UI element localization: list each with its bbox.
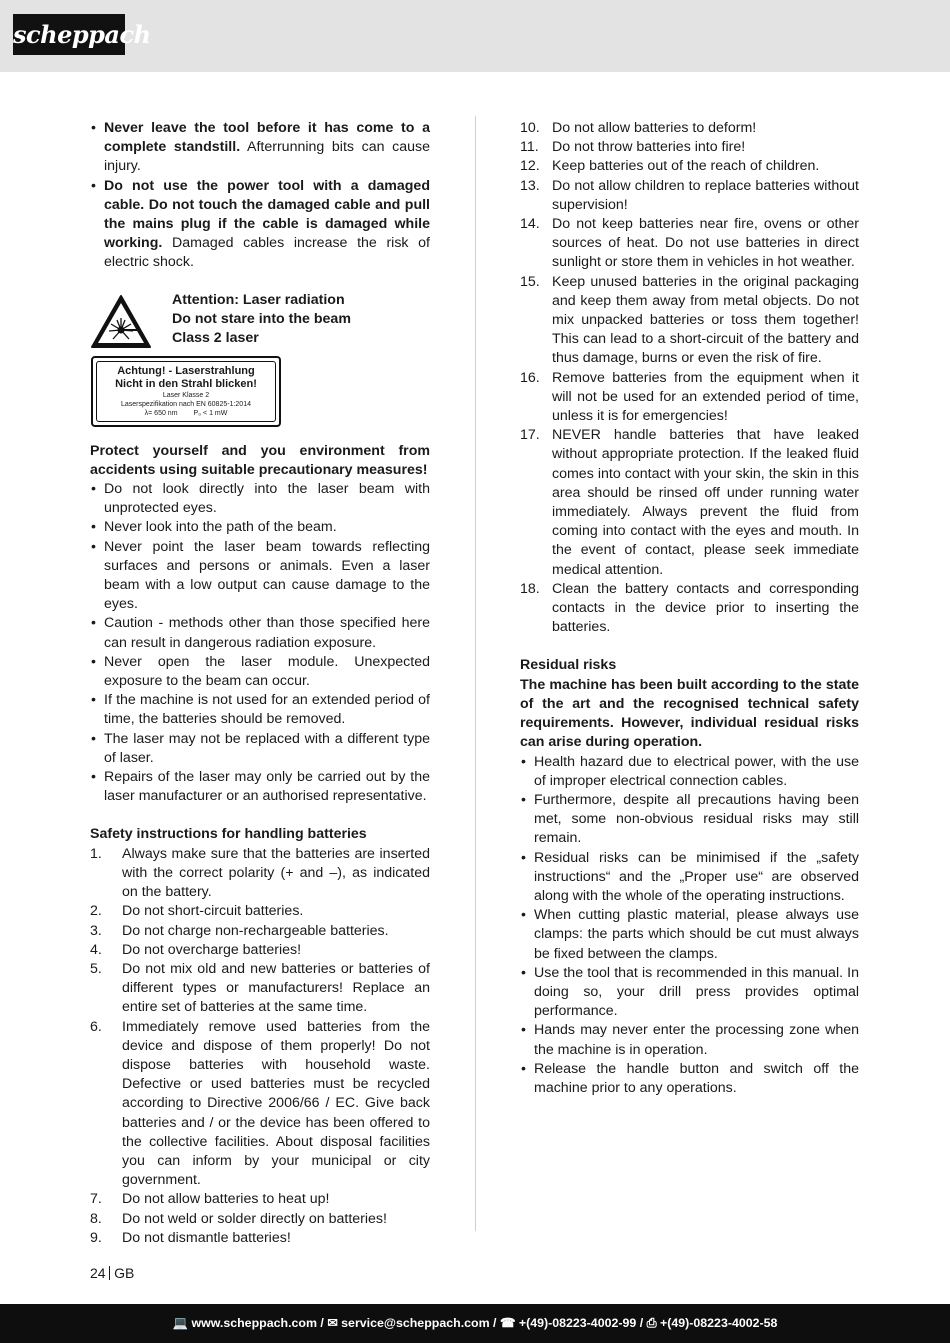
page-number: 24 GB bbox=[90, 1265, 135, 1281]
list-item: 8. Do not weld or solder directly on batteries! bbox=[90, 1210, 387, 1227]
list-item: • Never open the laser module. Unexpected exposure to the beam can occur. bbox=[90, 653, 430, 691]
list-item: 6. Immediately remove used batteries from the device and dispose of them properly! Do not dispose batteries with household waste. Defective or used batteries must be recycled according to Directive 2006/66 / EC. Give back batteries and / or the device has been offered to the collective facilities. About disposal facilities you can inform by your municipal or city government. bbox=[90, 1018, 430, 1189]
laser-warning-text bbox=[172, 291, 351, 349]
fax-number: +(49)-08223-4002-58 bbox=[659, 1316, 778, 1330]
fax-icon: ⎙ bbox=[646, 1316, 657, 1330]
scheppach-logo: scheppach bbox=[13, 14, 125, 55]
website-link[interactable]: www.scheppach.com bbox=[191, 1316, 317, 1330]
right-column bbox=[520, 119, 859, 1098]
laser-label-sign bbox=[91, 356, 281, 427]
list-item: 10. Do not allow batteries to deform! bbox=[520, 120, 757, 136]
laser-line-3: Class 2 laser bbox=[172, 330, 259, 347]
list-item: • Repairs of the laser may only be carried out by the laser manufacturer or an authorised representative. bbox=[90, 768, 430, 806]
list-item: • Residual risks can be minimised if the „safety instructions“ and the „Proper use“ are observed along with the whole of the operating instructions. bbox=[520, 849, 859, 907]
phone-icon: ☎ bbox=[499, 1316, 516, 1330]
list-item: 9. Do not dismantle batteries! bbox=[90, 1229, 291, 1246]
list-item: 14. Do not keep batteries near fire, ovens or other sources of heat. Do not use batteries in direct sunlight or store them in vehicles in hot weather. bbox=[520, 216, 859, 271]
list-item: 15. Keep unused batteries in the original packaging and keep them away from metal objects. Do not mix unpacked batteries or toss them together! This can lead to a short-circuit of the battery and thus damage, burns or even the risk of fire. bbox=[520, 273, 859, 367]
sign-values: λ= 650 nm P₀ < 1 mW bbox=[144, 409, 228, 417]
list-item: • Never leave the tool before it has come to a complete standstill. Afterrunning bits can cause injury. bbox=[90, 119, 430, 177]
list-item: 18. Clean the battery contacts and corresponding contacts in the device prior to inserting the batteries. bbox=[520, 580, 859, 636]
residual-list bbox=[520, 753, 859, 1099]
laser-line-2: Do not stare into the beam bbox=[172, 310, 351, 327]
list-item: 4. Do not overcharge batteries! bbox=[90, 941, 302, 958]
protect-heading: Protect yourself and you environment from accidents using suitable precautionary measures! bbox=[90, 442, 430, 478]
email-link[interactable]: service@scheppach.com bbox=[341, 1316, 490, 1330]
list-item: 3. Do not charge non-rechargeable batteries. bbox=[90, 922, 389, 939]
list-item: • Do not look directly into the laser beam with unprotected eyes. bbox=[90, 480, 430, 518]
list-item: 17. NEVER handle batteries that have leaked without appropriate protection. If the leaked fluid comes into contact with your skin, the skin in this area should be rinsed off under running water immediately. Always prevent the fluid from coming into contact with the eyes and mouth. In the event of contact, please seek immediate medical attention. bbox=[520, 427, 859, 578]
sign-class: Laser Klasse 2 bbox=[162, 391, 210, 399]
list-item: 11. Do not throw batteries into fire! bbox=[520, 139, 746, 156]
list-item: • When cutting plastic material, please always use clamps: the parts which should be cut must always be fixed between the clamps. bbox=[520, 906, 859, 964]
list-item: 12. Keep batteries out of the reach of children. bbox=[520, 158, 820, 175]
column-divider bbox=[475, 116, 476, 1231]
residual-intro: The machine has been built according to the state of the art and the recognised technical safety requirements. However, individual residual risks can arise during operation. bbox=[520, 676, 859, 751]
sign-title: Achtung! - Laserstrahlung bbox=[117, 364, 255, 377]
phone-number: +(49)-08223-4002-99 bbox=[518, 1316, 637, 1330]
list-item: 5. Do not mix old and new batteries or batteries of different types or manufacturers! Replace an entire set of batteries at the same time. bbox=[90, 960, 430, 1016]
laser-warning-icon bbox=[90, 294, 152, 350]
list-item: 1. Always make sure that the batteries are inserted with the correct polarity (+ and –), as indicated on the battery. bbox=[90, 845, 430, 901]
left-column bbox=[90, 119, 430, 1248]
list-item: 7. Do not allow batteries to heat up! bbox=[90, 1191, 330, 1208]
list-item: 16. Remove batteries from the equipment when it will not be used for an extended period of time, unless it is for emergencies! bbox=[520, 369, 859, 425]
list-item: • If the machine is not used for an extended period of time, the batteries should be removed. bbox=[90, 691, 430, 729]
header-bar bbox=[0, 0, 950, 72]
battery-list-right bbox=[520, 119, 859, 637]
battery-list-left bbox=[90, 845, 430, 1248]
list-item: 13. Do not allow children to replace batteries without supervision! bbox=[520, 177, 859, 213]
contact-line: 💻 www.scheppach.com / ✉ service@scheppach.com / ☎ +(49)-08223-4002-99 / ⎙ +(49)-08223-4002-58 bbox=[172, 1316, 778, 1330]
protect-list bbox=[90, 480, 430, 806]
list-item: • Furthermore, despite all precautions having been met, some non-obvious residual risks may still remain. bbox=[520, 791, 859, 849]
list-item: • Do not use the power tool with a damaged cable. Do not touch the damaged cable and pull the mains plug if the cable is damaged while working. Damaged cables increase the risk of electric shock. bbox=[90, 177, 430, 273]
list-item: • Never look into the path of the beam. bbox=[90, 518, 430, 537]
list-item: • Hands may never enter the processing zone when the machine is in operation. bbox=[520, 1021, 859, 1059]
computer-icon: 💻 bbox=[172, 1316, 188, 1330]
residual-heading: Residual risks bbox=[520, 657, 617, 674]
sign-subtitle: Nicht in den Strahl blicken! bbox=[115, 377, 257, 390]
list-item: • The laser may not be replaced with a different type of laser. bbox=[90, 730, 430, 768]
list-item: • Release the handle button and switch off the machine prior to any operations. bbox=[520, 1060, 859, 1098]
list-item: • Use the tool that is recommended in this manual. In doing so, your drill press provides optimal performance. bbox=[520, 964, 859, 1022]
list-item: • Health hazard due to electrical power, with the use of improper electrical connection cables. bbox=[520, 753, 859, 791]
laser-line-1: Attention: Laser radiation bbox=[172, 291, 345, 308]
sign-spec: Laserspezifikation nach EN 60825-1:2014 bbox=[121, 400, 251, 408]
battery-heading: Safety instructions for handling batteries bbox=[90, 826, 367, 843]
mail-icon: ✉ bbox=[327, 1316, 338, 1330]
list-item: • Never point the laser beam towards reflecting surfaces and persons or animals. Even a laser beam with a low output can cause damage to the eyes. bbox=[90, 538, 430, 615]
footer-bar bbox=[0, 1304, 950, 1343]
list-item: 2. Do not short-circuit batteries. bbox=[90, 903, 304, 920]
list-item: • Caution - methods other than those specified here can result in dangerous radiation exposure. bbox=[90, 614, 430, 652]
laser-warning-block bbox=[90, 292, 430, 442]
intro-bullet-list bbox=[90, 119, 430, 273]
